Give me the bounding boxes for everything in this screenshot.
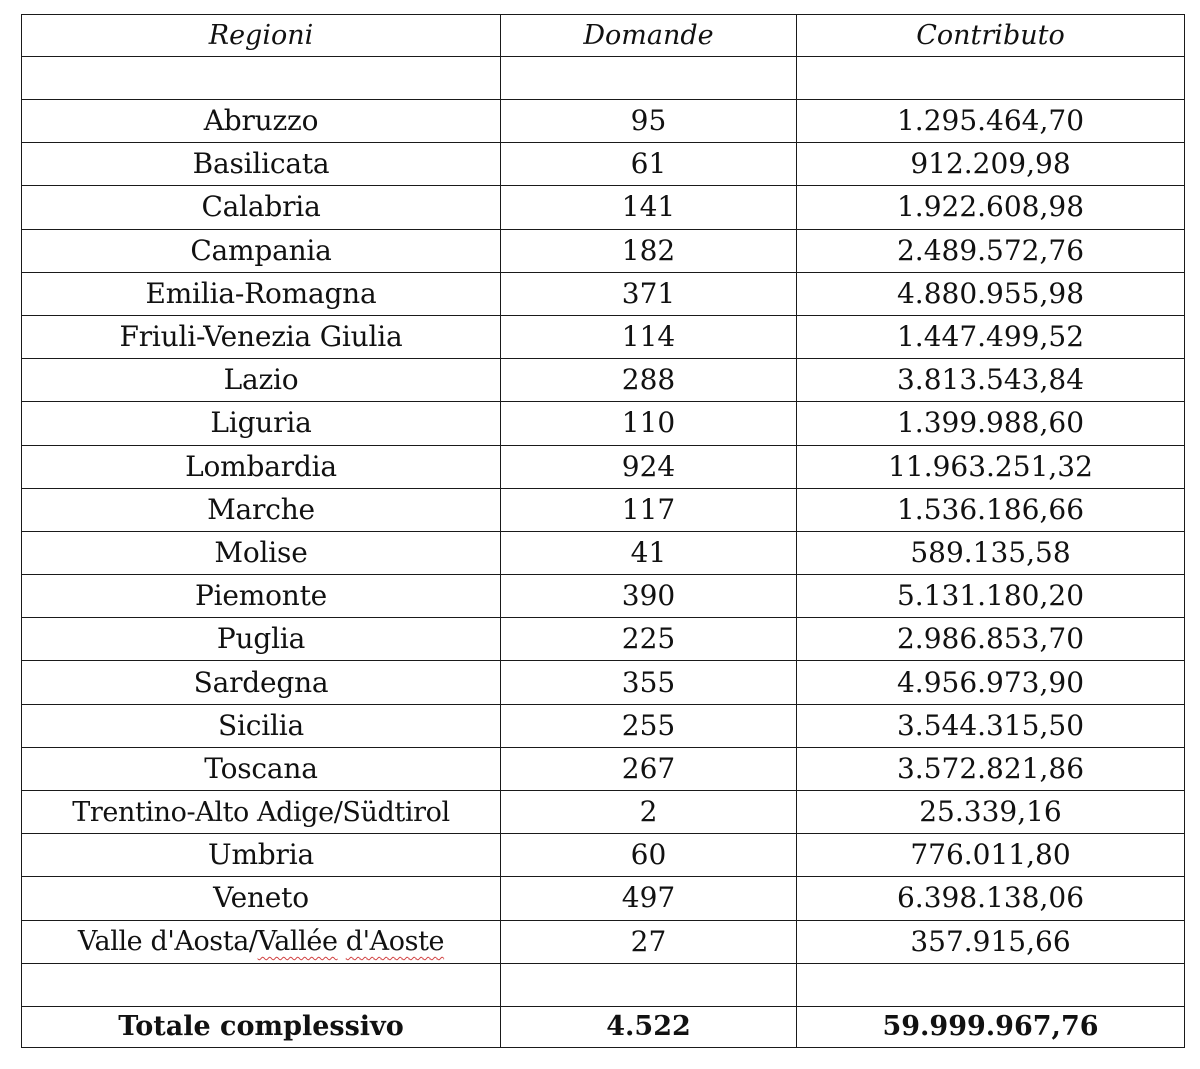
- region-cell: [22, 920, 501, 963]
- contribution-cell: 4.956.973,90: [797, 661, 1185, 704]
- empty-cell: [797, 963, 1185, 1006]
- requests-cell: 95: [501, 100, 797, 143]
- contribution-cell: 357.915,66: [797, 920, 1185, 963]
- contribution-cell: 4.880.955,98: [797, 272, 1185, 315]
- total-requests: 4.522: [501, 1006, 797, 1047]
- contribution-cell: 11.963.251,32: [797, 445, 1185, 488]
- table-row: [22, 100, 1185, 143]
- table-row: [22, 834, 1185, 877]
- contribution-cell: 1.922.608,98: [797, 186, 1185, 229]
- table-row: [22, 920, 1185, 963]
- region-cell: Campania: [22, 229, 501, 272]
- table-row: [22, 791, 1185, 834]
- table-row: [22, 272, 1185, 315]
- spacer-row-top: [22, 57, 1185, 100]
- requests-cell: 497: [501, 877, 797, 920]
- requests-cell: 41: [501, 531, 797, 574]
- contribution-cell: 2.489.572,76: [797, 229, 1185, 272]
- total-label: Totale complessivo: [22, 1006, 501, 1047]
- table-row: [22, 877, 1185, 920]
- contribution-cell: 3.572.821,86: [797, 747, 1185, 790]
- table-row: [22, 488, 1185, 531]
- table-row: [22, 445, 1185, 488]
- contribution-cell: 2.986.853,70: [797, 618, 1185, 661]
- requests-cell: 114: [501, 315, 797, 358]
- region-cell: Lombardia: [22, 445, 501, 488]
- region-cell: Umbria: [22, 834, 501, 877]
- requests-cell: 288: [501, 359, 797, 402]
- region-cell: Emilia-Romagna: [22, 272, 501, 315]
- table-row: [22, 315, 1185, 358]
- region-cell: Puglia: [22, 618, 501, 661]
- table-row: [22, 575, 1185, 618]
- requests-cell: 267: [501, 747, 797, 790]
- empty-cell: [501, 963, 797, 1006]
- requests-cell: 117: [501, 488, 797, 531]
- requests-cell: 60: [501, 834, 797, 877]
- table-row: [22, 531, 1185, 574]
- table-row: [22, 747, 1185, 790]
- region-cell: Piemonte: [22, 575, 501, 618]
- contribution-cell: 776.011,80: [797, 834, 1185, 877]
- requests-cell: 255: [501, 704, 797, 747]
- region-cell: Molise: [22, 531, 501, 574]
- region-cell: Sardegna: [22, 661, 501, 704]
- requests-cell: 141: [501, 186, 797, 229]
- table-row: [22, 359, 1185, 402]
- table-row: [22, 186, 1185, 229]
- header-contributo: Contributo: [797, 15, 1185, 57]
- contribution-cell: 25.339,16: [797, 791, 1185, 834]
- region-cell: Basilicata: [22, 143, 501, 186]
- empty-cell: [22, 57, 501, 100]
- region-cell: Lazio: [22, 359, 501, 402]
- requests-cell: 110: [501, 402, 797, 445]
- requests-cell: 371: [501, 272, 797, 315]
- region-cell: Sicilia: [22, 704, 501, 747]
- requests-cell: 225: [501, 618, 797, 661]
- spellcheck-flagged-word: d'Aoste: [345, 926, 445, 958]
- regional-contributions-table: [21, 14, 1185, 1048]
- requests-cell: 61: [501, 143, 797, 186]
- total-contribution: 59.999.967,76: [797, 1006, 1185, 1047]
- region-cell: Calabria: [22, 186, 501, 229]
- contribution-cell: 1.399.988,60: [797, 402, 1185, 445]
- region-cell: Abruzzo: [22, 100, 501, 143]
- empty-cell: [501, 57, 797, 100]
- contribution-cell: 3.813.543,84: [797, 359, 1185, 402]
- requests-cell: 355: [501, 661, 797, 704]
- requests-cell: 924: [501, 445, 797, 488]
- region-cell: Trentino-Alto Adige/Südtirol: [22, 791, 501, 834]
- requests-cell: 27: [501, 920, 797, 963]
- contribution-cell: 912.209,98: [797, 143, 1185, 186]
- empty-cell: [22, 963, 501, 1006]
- contribution-cell: 6.398.138,06: [797, 877, 1185, 920]
- table-row: [22, 661, 1185, 704]
- header-regioni: Regioni: [22, 15, 501, 57]
- table-row: [22, 618, 1185, 661]
- table-row: [22, 704, 1185, 747]
- region-cell: Liguria: [22, 402, 501, 445]
- region-text-part: [338, 926, 346, 957]
- contribution-cell: 589.135,58: [797, 531, 1185, 574]
- contribution-cell: 5.131.180,20: [797, 575, 1185, 618]
- contribution-cell: 1.536.186,66: [797, 488, 1185, 531]
- total-row: [22, 1006, 1185, 1047]
- table-row: [22, 402, 1185, 445]
- requests-cell: 2: [501, 791, 797, 834]
- contribution-cell: 3.544.315,50: [797, 704, 1185, 747]
- empty-cell: [797, 57, 1185, 100]
- spacer-row-bottom: [22, 963, 1185, 1006]
- requests-cell: 182: [501, 229, 797, 272]
- region-cell: Friuli-Venezia Giulia: [22, 315, 501, 358]
- header-row: [22, 15, 1185, 57]
- region-cell: Marche: [22, 488, 501, 531]
- table-row: [22, 143, 1185, 186]
- region-cell: Toscana: [22, 747, 501, 790]
- requests-cell: 390: [501, 575, 797, 618]
- contribution-cell: 1.447.499,52: [797, 315, 1185, 358]
- table-row: [22, 229, 1185, 272]
- contribution-cell: 1.295.464,70: [797, 100, 1185, 143]
- header-domande: Domande: [501, 15, 797, 57]
- spellcheck-flagged-word: Vallée: [257, 926, 338, 958]
- region-text-part: Valle d'Aosta/: [77, 926, 258, 958]
- region-cell: Veneto: [22, 877, 501, 920]
